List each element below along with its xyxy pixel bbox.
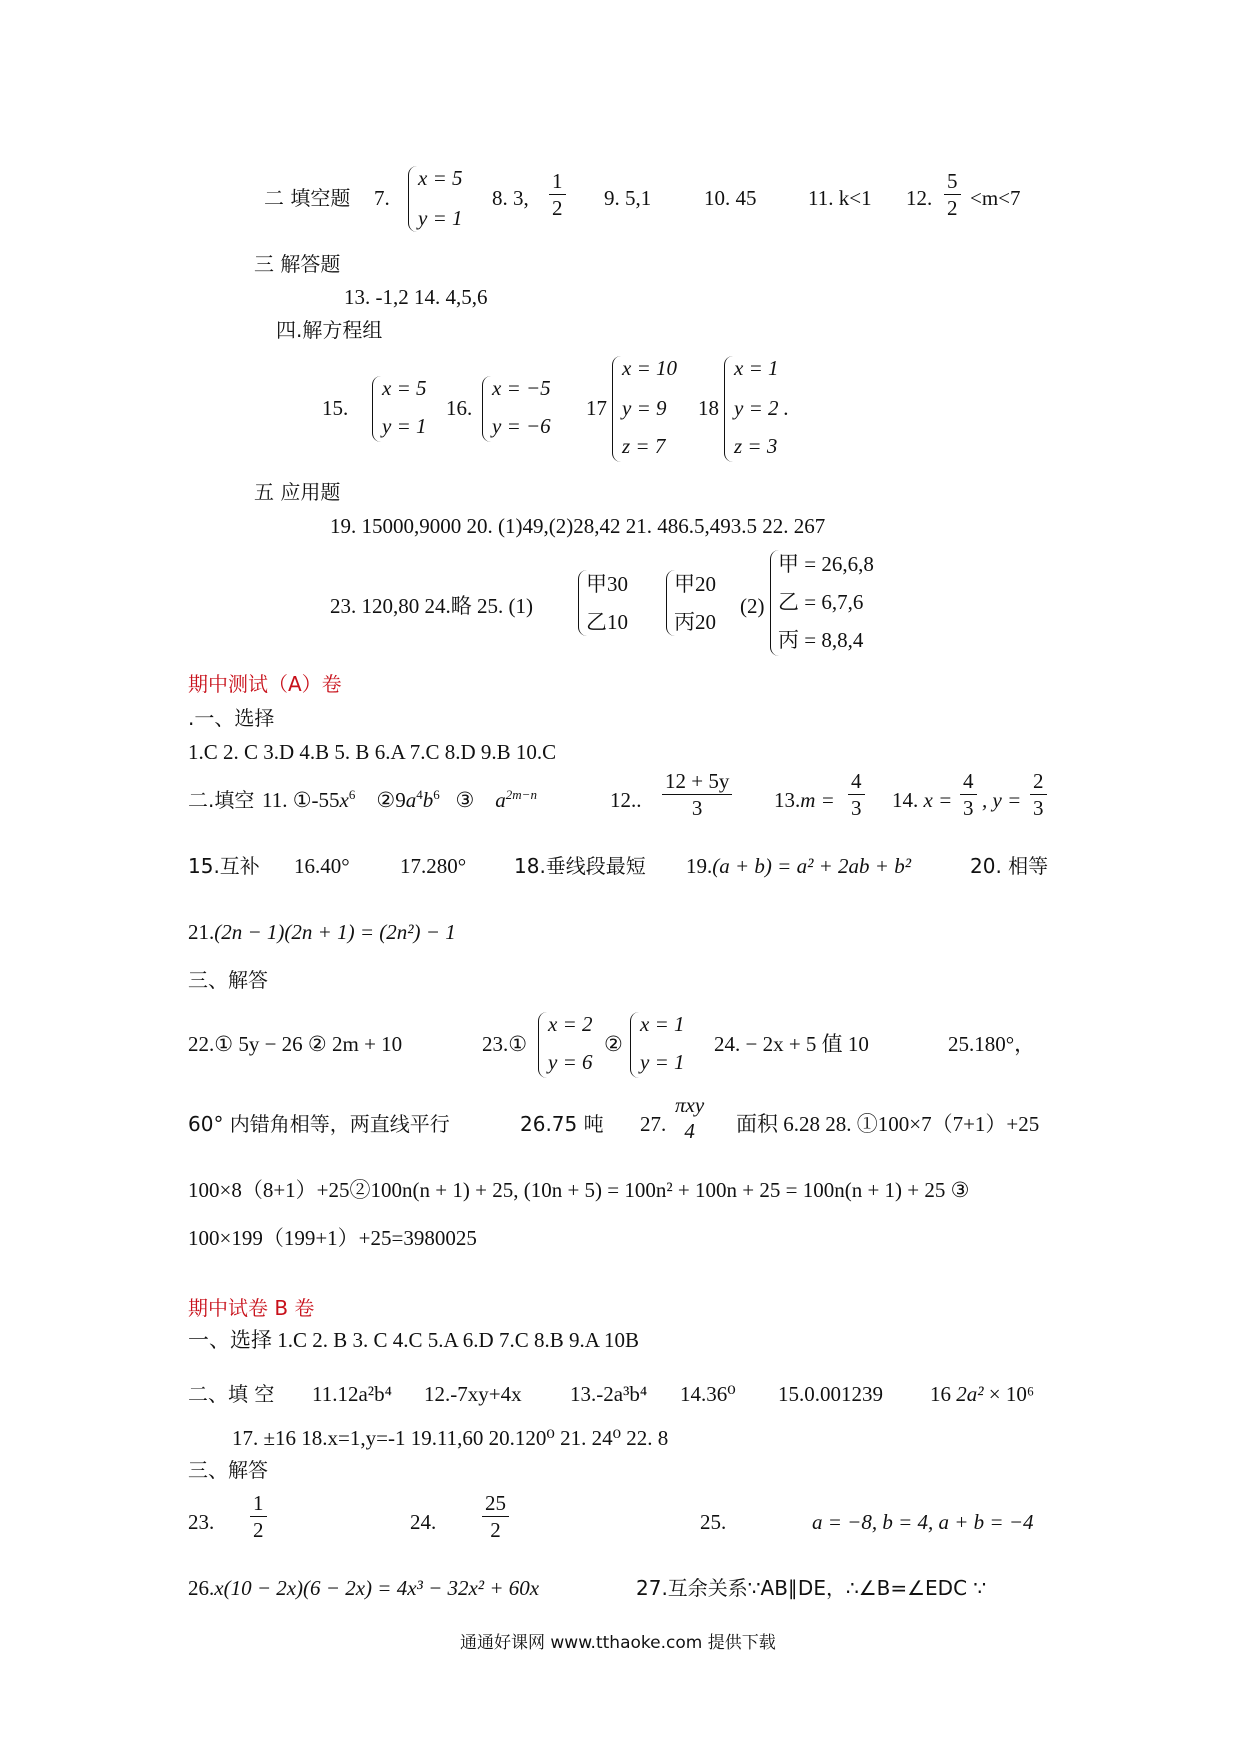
midterm-a-q14-y: , y = bbox=[982, 788, 1022, 812]
q26b-expr: x(10 − 2x)(6 − 2x) = 4x³ − 32x² + 60x bbox=[214, 1576, 540, 1600]
q18-number: 18 bbox=[698, 396, 719, 420]
midterm-a-q24: 24. − 2x + 5 值 10 bbox=[714, 1032, 869, 1056]
q14a-var-x: x = bbox=[923, 788, 953, 812]
q21a-expr: (2n − 1)(2n + 1) = (2n²) − 1 bbox=[214, 920, 456, 944]
q16-number: 16. bbox=[446, 396, 473, 420]
midterm-a-q13-fraction bbox=[848, 770, 865, 819]
section-5-line1: 19. 15000,9000 20. (1)49,(2)28,42 21. 486.5,493.5 22. 267 bbox=[330, 514, 826, 538]
q18-eq2: y = 2 . bbox=[734, 396, 789, 420]
midterm-a-q16: 16.40° bbox=[294, 854, 350, 878]
q14a-numerator2: 2 bbox=[1030, 770, 1047, 795]
q11-var-b: b bbox=[422, 788, 434, 812]
q14a-denominator2: 3 bbox=[1033, 796, 1044, 821]
q11-exp4: 2m−n bbox=[505, 787, 537, 802]
q12-number: 12. bbox=[906, 186, 933, 210]
midterm-b-q26 bbox=[188, 1578, 539, 1599]
q23b-numerator: 1 bbox=[250, 1492, 267, 1517]
q13a-numerator: 4 bbox=[848, 770, 865, 795]
midterm-b-q23-label: 23. bbox=[188, 1510, 215, 1534]
q7-eq1: x = 5 bbox=[418, 166, 463, 190]
midterm-b-q24-label: 24. bbox=[410, 1510, 437, 1534]
q19a-number: 19. bbox=[686, 854, 713, 878]
q11-exp1: 6 bbox=[348, 787, 356, 802]
q11-part2: ②9 bbox=[376, 788, 406, 812]
midterm-b-q25-expr: a = −8, b = 4, a + b = −4 bbox=[812, 1510, 1034, 1534]
q16b-tail: × 10⁶ bbox=[988, 1382, 1035, 1406]
midterm-a-q14-label bbox=[892, 790, 952, 811]
midterm-a-q22: 22.① 5y − 26 ② 2m + 10 bbox=[188, 1032, 403, 1056]
q25-3-line2: 乙 = 6,7,6 bbox=[778, 590, 864, 614]
q15-eq2: y = 1 bbox=[382, 414, 427, 438]
q16b-number: 16 bbox=[930, 1382, 951, 1406]
q12a-denominator: 3 bbox=[691, 796, 703, 821]
q12a-numerator: 12 + 5y bbox=[662, 770, 732, 795]
midterm-b-s1: 一、选择 1.C 2. B 3. C 4.C 5.A 6.D 7.C 8.B 9.A 10B bbox=[188, 1328, 639, 1352]
q11-part3: ③ bbox=[455, 788, 475, 812]
midterm-a-s1-answers: 1.C 2. C 3.D 4.B 5. B 6.A 7.C 8.D 9.B 10.C bbox=[188, 740, 557, 764]
midterm-a-q27-tail: 面积 6.28 28. ①100×7（7+1）+25 bbox=[736, 1112, 1040, 1136]
q25-1-line2: 乙10 bbox=[586, 610, 628, 634]
midterm-a-q19 bbox=[686, 856, 911, 877]
q11-answer: 11. k<1 bbox=[808, 186, 872, 210]
section-5-heading: 五 应用题 bbox=[254, 480, 341, 504]
q11-exp2: 4 bbox=[416, 787, 423, 802]
q17-eq2: y = 9 bbox=[622, 396, 667, 420]
q23a-eq2: y = 6 bbox=[548, 1050, 593, 1074]
q27a-denominator: 4 bbox=[684, 1119, 695, 1144]
q23a-eq1: x = 2 bbox=[548, 1012, 593, 1036]
midterm-a-q23-part2: ② bbox=[604, 1032, 623, 1056]
midterm-a-s2-heading: 二.填空 bbox=[188, 788, 255, 812]
q7-eq2: y = 1 bbox=[418, 206, 463, 230]
q11-part1: 11. ①-55 bbox=[262, 788, 340, 812]
midterm-a-q12-label: 12.. bbox=[610, 788, 642, 812]
q25-2-line1: 甲20 bbox=[674, 572, 716, 596]
midterm-a-q23-label: 23.① bbox=[482, 1032, 528, 1056]
q11-var-a: a bbox=[405, 788, 417, 812]
midterm-b-s2-heading: 二、填 空 bbox=[188, 1382, 275, 1406]
q15-eq1: x = 5 bbox=[382, 376, 427, 400]
q23a-eq3: x = 1 bbox=[640, 1012, 685, 1036]
midterm-a-title: 期中测试（A）卷 bbox=[188, 672, 342, 696]
midterm-a-q26: 26.75 吨 bbox=[520, 1112, 604, 1136]
q27a-numerator: πxy bbox=[675, 1093, 705, 1117]
q18-eq3: z = 3 bbox=[734, 434, 778, 458]
q14a-denominator1: 3 bbox=[963, 796, 974, 821]
q23b-denominator: 2 bbox=[253, 1518, 264, 1543]
midterm-a-q15: 15.互补 bbox=[188, 854, 260, 878]
section-3-heading: 三 解答题 bbox=[254, 252, 341, 276]
midterm-b-q16 bbox=[930, 1384, 1034, 1405]
q25-2-line2: 丙20 bbox=[674, 610, 716, 634]
q18-brace bbox=[724, 356, 733, 462]
midterm-a-s3-heading: 三、解答 bbox=[188, 968, 268, 992]
q25-1-line1: 甲30 bbox=[586, 572, 628, 596]
q18-eq1: x = 1 bbox=[734, 356, 779, 380]
q17-number: 17 bbox=[586, 396, 607, 420]
q11-var-x: x bbox=[339, 788, 349, 812]
midterm-a-q27-fraction bbox=[672, 1094, 707, 1142]
footer-text: 通通好课网 www.tthaoke.com 提供下载 bbox=[460, 1633, 776, 1653]
q12-range: <m<7 bbox=[970, 186, 1021, 210]
midterm-a-q28-line2: 100×8（8+1）+25②100n(n + 1) + 25, (10n + 5) = 100n² + 100n + 25 = 100n(n + 1) + 25 ③ bbox=[188, 1178, 970, 1202]
midterm-b-q15: 15.0.001239 bbox=[778, 1382, 883, 1406]
midterm-a-q11-label bbox=[262, 787, 537, 812]
midterm-a-s1-heading: .一、选择 bbox=[188, 706, 275, 730]
midterm-b-q24-fraction bbox=[482, 1492, 509, 1541]
midterm-a-q12-fraction bbox=[662, 770, 732, 819]
q21a-number: 21. bbox=[188, 920, 215, 944]
q17-brace bbox=[612, 356, 621, 462]
midterm-a-q25: 25.180°， bbox=[948, 1032, 1036, 1056]
midterm-a-q14-fraction1 bbox=[960, 770, 977, 819]
q25-part2-label: (2) bbox=[740, 594, 765, 618]
midterm-b-q11: 11.12a²b⁴ bbox=[312, 1382, 392, 1406]
q23a-brace-2 bbox=[630, 1012, 639, 1078]
q13a-var: m = bbox=[800, 788, 835, 812]
midterm-b-q12: 12.-7xy+4x bbox=[424, 1382, 522, 1406]
midterm-a-q28-line3: 100×199（199+1）+25=3980025 bbox=[188, 1226, 477, 1250]
midterm-b-q25-label: 25. bbox=[700, 1510, 727, 1534]
q12-numerator: 5 bbox=[944, 170, 961, 195]
midterm-a-q27-label: 27. bbox=[640, 1112, 667, 1136]
midterm-a-q14-fraction2 bbox=[1030, 770, 1047, 819]
midterm-a-q17: 17.280° bbox=[400, 854, 467, 878]
q13a-denominator: 3 bbox=[851, 796, 862, 821]
q16-eq1: x = −5 bbox=[492, 376, 551, 400]
q8-numerator: 1 bbox=[549, 170, 566, 195]
q8-denominator: 2 bbox=[552, 196, 563, 221]
q23a-brace-1 bbox=[538, 1012, 547, 1078]
section-3-answers: 13. -1,2 14. 4,5,6 bbox=[344, 285, 488, 309]
section-2-heading: 二 填空题 bbox=[264, 186, 351, 210]
q9-answer: 9. 5,1 bbox=[604, 186, 652, 210]
q11-exp3: 6 bbox=[433, 787, 440, 802]
midterm-a-q20: 20. 相等 bbox=[970, 854, 1049, 878]
midterm-a-q18: 18.垂线段最短 bbox=[514, 854, 646, 878]
q23a-eq4: y = 1 bbox=[640, 1050, 685, 1074]
section-4-heading: 四.解方程组 bbox=[276, 318, 383, 342]
q14a-number: 14. bbox=[892, 788, 919, 812]
q19a-expr: (a + b) = a² + 2ab + b² bbox=[712, 854, 912, 878]
q14a-numerator1: 4 bbox=[960, 770, 977, 795]
midterm-b-q13: 13.-2a³b⁴ bbox=[570, 1382, 648, 1406]
midterm-b-s3-heading: 三、解答 bbox=[188, 1458, 268, 1482]
q8-fraction bbox=[549, 170, 566, 219]
midterm-b-q14: 14.36⁰ bbox=[680, 1382, 736, 1406]
q16-brace bbox=[482, 376, 491, 442]
section-5-line2: 23. 120,80 24.略 25. (1) bbox=[330, 594, 533, 618]
q16-eq2: y = −6 bbox=[492, 414, 551, 438]
q25-3-line1: 甲 = 26,6,8 bbox=[778, 552, 874, 576]
q26b-number: 26. bbox=[188, 1576, 215, 1600]
q16b-expr: 2a² bbox=[956, 1382, 984, 1406]
q7-brace bbox=[408, 166, 417, 232]
q12-denominator: 2 bbox=[947, 196, 958, 221]
q17-eq3: z = 7 bbox=[622, 434, 666, 458]
midterm-a-q13-label bbox=[774, 790, 835, 811]
q15-number: 15. bbox=[322, 396, 349, 420]
q13a-number: 13. bbox=[774, 788, 801, 812]
q24b-numerator: 25 bbox=[482, 1492, 509, 1517]
midterm-b-q23-fraction bbox=[250, 1492, 267, 1541]
midterm-b-q27: 27.互余关系∵AB∥DE，∴∠B=∠EDC ∵ bbox=[636, 1576, 987, 1600]
q8-number: 8. 3, bbox=[492, 186, 529, 210]
midterm-a-q25-cont: 60° 内错角相等，两直线平行 bbox=[188, 1112, 450, 1136]
q17-eq1: x = 10 bbox=[622, 356, 677, 380]
q11-var-a2: a bbox=[495, 788, 506, 812]
q25-3-line3: 丙 = 8,8,4 bbox=[778, 628, 864, 652]
q15-brace bbox=[372, 376, 381, 442]
q10-answer: 10. 45 bbox=[704, 186, 757, 210]
q24b-denominator: 2 bbox=[490, 1518, 501, 1543]
q12-fraction bbox=[944, 170, 961, 219]
midterm-a-q21 bbox=[188, 922, 456, 943]
q7-number: 7. bbox=[374, 186, 390, 210]
midterm-b-line2: 17. ±16 18.x=1,y=-1 19.11,60 20.120⁰ 21. 24⁰ 22. 8 bbox=[232, 1426, 669, 1450]
midterm-b-title: 期中试卷 B 卷 bbox=[188, 1296, 315, 1320]
